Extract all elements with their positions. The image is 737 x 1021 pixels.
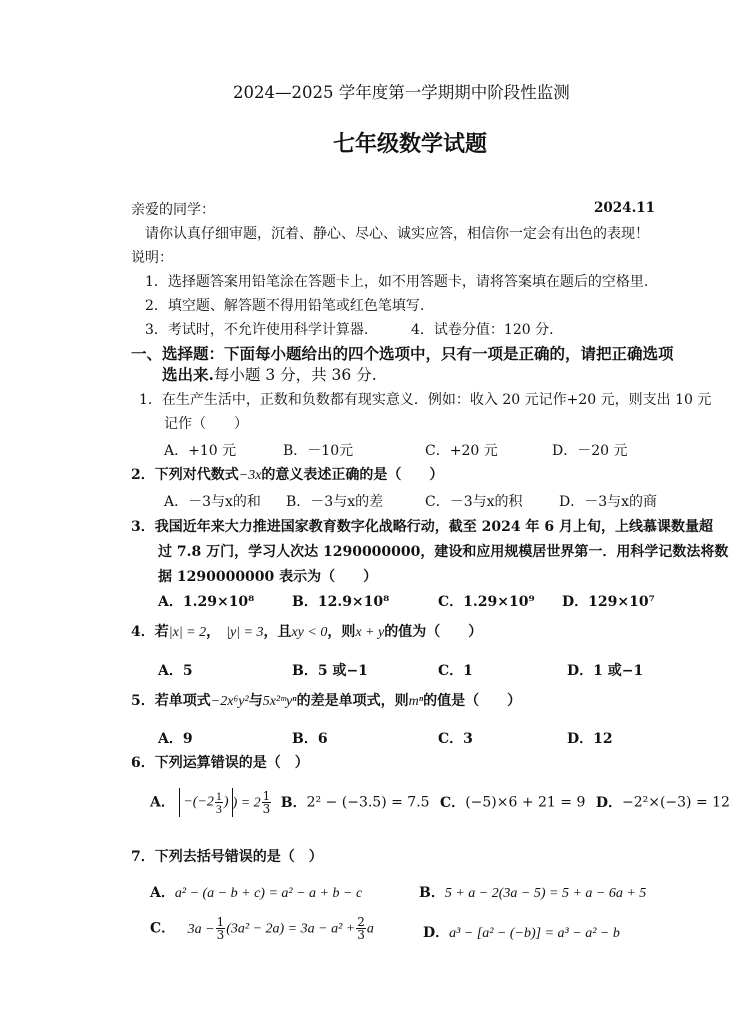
q5-option-c: C．3 <box>438 731 473 747</box>
q6-a-frac2-num: 1 <box>262 789 271 803</box>
q4-condition-xy: xy < 0 <box>291 625 328 640</box>
exam-term-title: 2024—2025 学年度第一学期期中阶段性监测 <box>233 83 570 102</box>
q3-stem-line1: 3．我国近年来大力推进国家教育数字化战略行动，截至 2024 年 6 月上旬，上线慕课数量超 <box>131 519 713 535</box>
q7-option-c-label: C． <box>150 920 176 937</box>
q6-option-d-label: D． <box>595 794 622 811</box>
q7-c-frac2-den: 3 <box>357 928 365 942</box>
q1-option-a: A．+10 元 <box>164 443 237 459</box>
q6-option-d-expr: −2²×(−3) = 12 <box>621 794 730 811</box>
exam-subject-title: 七年级数学试题 <box>333 131 488 157</box>
q3-option-c: C．1.29×10⁹ <box>438 594 535 610</box>
section-heading-line1: 一、选择题：下面每小题给出的四个选项中，只有一项是正确的，请把正确选项 <box>131 344 674 363</box>
q7-option-b <box>419 882 646 902</box>
q2-option-a: A．－3与x的和 <box>164 494 261 510</box>
section-heading-score: 每小题 3 分，共 36 分. <box>213 366 377 384</box>
q4-sep1: ， <box>206 624 221 640</box>
q5-option-b: B．6 <box>292 731 328 747</box>
q2-option-c: C．－3与x的积 <box>425 494 523 510</box>
q7-option-a-label: A． <box>150 885 175 901</box>
q6-stem: 6．下列运算错误的是（ ） <box>131 755 309 771</box>
q6-a-fraction-2 <box>262 790 272 815</box>
q6-a-frac-num: 1 <box>215 789 222 803</box>
q4-option-d: D．1 或−1 <box>567 663 644 679</box>
encouragement: 请你认真仔细审题，沉着、静心、尽心、诚实应答，相信你一定会有出色的表现！ <box>145 226 649 242</box>
q7-c-mid: (3a² − 2a) = 3a − a² + <box>226 921 356 937</box>
q5-stem-post: 的值是（ ） <box>423 693 522 709</box>
q5-stem-pre: 5．若单项式 <box>131 693 211 709</box>
q4-sep3: ，则 <box>327 624 356 640</box>
q4-stem-post: 的值为（ ） <box>384 624 483 640</box>
q7-option-a-expr: a² − (a − b + c) = a² − a + b − c <box>174 886 363 901</box>
q1-stem-line1: 1．在生产生活中，正数和负数都有现实意义．例如：收入 20 元记作+20 元，则支出 10 元 <box>139 392 712 408</box>
q4-option-c: C．1 <box>438 663 473 679</box>
q4-condition-x: |x| = 2 <box>168 625 207 640</box>
note-3: 3．考试时，不允许使用科学计算器. <box>145 322 369 338</box>
q6-a-mid: ) = 2 <box>232 795 261 811</box>
q4-sep2: ，且 <box>263 624 292 640</box>
q6-a-frac-den: 3 <box>215 802 222 816</box>
q7-option-d-label: D． <box>423 925 450 941</box>
q7-option-d <box>423 922 620 942</box>
q5-monomial-1: −2x⁶y² <box>210 694 249 709</box>
q3-option-d: D．129×10⁷ <box>562 594 655 610</box>
q4-option-b: B．5 或−1 <box>292 663 368 679</box>
q7-c-fraction <box>216 916 226 941</box>
q6-a-frac2-den: 3 <box>262 802 271 816</box>
q6-option-b-expr: 2² − (−3.5) = 7.5 <box>306 794 430 811</box>
q1-option-c: C．+20 元 <box>425 443 498 459</box>
q6-option-c-expr: (−5)×6 + 21 = 9 <box>465 794 586 811</box>
q6-option-b-label: B． <box>280 794 307 811</box>
q7-c-fraction-2 <box>356 916 366 941</box>
q5-power-expr: mⁿ <box>408 694 424 709</box>
q7-option-d-expr: a³ − [a² − (−b)] = a³ − a² − b <box>449 926 620 941</box>
q5-stem-mid2: 的差是单项式，则 <box>296 693 409 709</box>
note-1: 1．选择题答案用铅笔涂在答题卡上，如不用答题卡，请将答案填在题后的空格里. <box>145 274 649 290</box>
q5-stem <box>131 690 521 710</box>
q5-monomial-2: 5x²ᵐyⁿ <box>262 694 297 709</box>
q7-c-frac2-num: 2 <box>357 915 365 929</box>
q4-condition-y: |y| = 3 <box>226 625 264 640</box>
q6-a-left: −(−2 <box>183 794 214 810</box>
q2-option-d: D．－3与x的商 <box>559 494 658 510</box>
greeting: 亲爱的同学： <box>131 202 215 218</box>
q7-c-post: a <box>366 921 374 937</box>
q2-option-b: B．－3与x的差 <box>286 494 384 510</box>
q7-c-pre: 3a − <box>187 921 215 937</box>
q7-c-frac-den: 3 <box>216 928 225 942</box>
q3-stem-line3: 据 1290000000 表示为（ ） <box>158 569 378 585</box>
q7-option-a <box>150 882 362 902</box>
notes-label: 说明： <box>131 250 173 266</box>
q6-option-c-label: C． <box>440 794 466 811</box>
note-4: 4．试卷分值：120 分. <box>411 322 554 338</box>
q7-option-c <box>150 916 374 941</box>
q5-stem-mid: 与 <box>248 693 263 709</box>
q3-option-a: A．1.29×10⁸ <box>158 594 255 610</box>
q2-stem-post: 的意义表述正确的是（ ） <box>261 467 444 483</box>
q3-option-b: B．12.9×10⁸ <box>292 594 390 610</box>
q4-target-expr: x + y <box>355 625 385 640</box>
q5-option-a: A．9 <box>158 731 193 747</box>
q3-stem-line2: 过 7.8 万门，学习人次达 1290000000，建设和应用规模居世界第一．用科学记数法将数 <box>158 544 729 560</box>
q5-option-d: D．12 <box>567 731 613 747</box>
q6-option-a-expr: −(−2 $\frac{1}{3}$ ) <box>179 788 232 817</box>
q1-stem-line2: 记作（ ） <box>164 416 248 432</box>
note-2: 2．填空题、解答题不得用铅笔或红色笔填写. <box>145 298 425 314</box>
q7-option-b-label: B． <box>419 885 445 901</box>
q7-option-b-expr: 5 + a − 2(3a − 5) = 5 + a − 6a + 5 <box>444 886 647 901</box>
section-heading-line2 <box>162 363 377 385</box>
section-heading-bold: 选出来. <box>162 365 214 384</box>
q4-stem <box>131 621 482 641</box>
q2-expression: −3x <box>238 468 262 483</box>
q1-option-b: B．－10元 <box>283 443 354 459</box>
q4-option-a: A．5 <box>158 663 193 679</box>
q7-stem: 7．下列去括号错误的是（ ） <box>131 849 323 865</box>
q4-stem-pre: 4．若 <box>131 624 169 640</box>
q1-option-d: D．－20 元 <box>552 443 628 459</box>
q2-stem <box>131 464 443 484</box>
q7-c-frac-num: 1 <box>216 915 225 929</box>
exam-date: 2024.11 <box>594 200 656 216</box>
q2-stem-pre: 2．下列对代数式 <box>131 467 239 483</box>
q6-a-fraction <box>215 790 223 815</box>
q6-options <box>150 788 730 817</box>
q6-option-a-label: A． <box>150 794 175 811</box>
